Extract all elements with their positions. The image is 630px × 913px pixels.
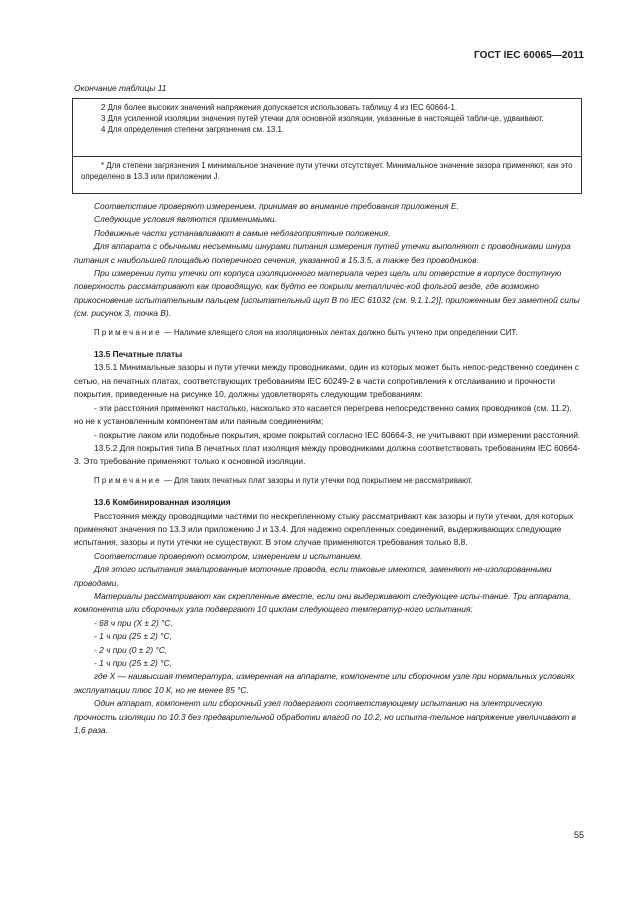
section-heading: 13.5 Печатные платы	[94, 349, 183, 360]
note	[74, 326, 582, 339]
paragraph: Расстояния между проводящими частями по нескрепленному стыку рассматривают как зазоры и пути утечки, для которых применяют значения по 13.3 или приложению J и 13.4. Для надежно скрепленных соединений, выдерживающих следующие испытания, зазоры и пути утечки не существуют. В этом случае применяются требования только 8.8.	[74, 510, 574, 548]
paragraph: Соответствие проверяют осмотром, измерением и испытанием.	[94, 550, 363, 561]
paragraph: 13.5.2 Для покрытия типа В печатных плат изоляция между проводниками должна соответствовать требованиям IEC 60664-3. Это требование применяют только к основной изоляции.	[74, 442, 581, 467]
paragraph: Материалы рассматривают как скрепленные вместе, если они выдерживают следующее испы-тание. Три аппарата, компонента или сборочных узла подвергают 10 циклам следующего температур-ного испытания:	[74, 590, 571, 615]
list-item: - 68 ч при (X ± 2) °C,	[94, 617, 173, 628]
table-note-3: 3 Для усиленной изоляции значения путей утечки для основной изоляции, указанные в настоящей табли-це, удваивают.	[101, 114, 544, 123]
note-label: Примечание	[94, 475, 162, 485]
table-notes-cell	[72, 98, 582, 157]
paragraph: 13.5.1 Минимальные зазоры и пути утечки между проводниками, один из которых может быть непос-редственно соединен с сетью, на печатных платах, соответствующих требованиям IEC 60249-2 в части сопротивления к отслаиванию и прочности покрытия, приведенные на рисунке 10, должны удовлетворять следующим требованиям:	[74, 362, 579, 400]
note-label: Примечание	[94, 327, 162, 337]
paragraph: Следующие условия являются применимыми.	[94, 214, 277, 225]
table-footnote: * Для степени загрязнения 1 минимальное значение пути утечки отсутствует. Минимальное значение зазора применяют, как это определено в 13.3 или приложении J.	[81, 161, 573, 181]
list-item: - 1 ч при (25 ± 2) °C,	[94, 631, 172, 642]
page-number: 55	[573, 830, 584, 840]
paragraph: Для аппарата с обычными несъемными шнурами питания измерения путей утечки выполняют с проводниками шнура питания с наибольшей площадью поперечного сечения, указанной в 15.3.5, а также без проводников.	[74, 241, 571, 265]
document-header: ГОСТ IEC 60065—2011	[473, 50, 584, 61]
paragraph: Подвижные части устанавливают в самые неблагоприятные положения.	[94, 227, 391, 238]
list-item: - 2 ч при (0 ± 2) °C,	[94, 644, 168, 655]
body-text	[74, 200, 582, 737]
paragraph: При измерении пути утечки от корпуса изоляционного материала через щель или отверстие в корпусе доступную поверхность рассматривают как проводящую, как будто ее покрыли металличес-кой фольгой везде, где возможно прикосновение испытательным пальцем [испытательный щуп В по IEC 61032 (см. 9.1.1.2)], приложенным без заметной силы (см. рисунок 3, точка В).	[74, 268, 580, 319]
table-note-4: 4 Для определения степени загрязнения см. 13.1.	[101, 125, 285, 134]
note-text: — Наличие клеящего слоя на изоляционных лентах должно быть учтено при определении СИТ.	[161, 327, 518, 337]
paragraph: где X — наивысшая температура, измеренная на аппарате, компоненте или сборочном узле при нормальных условиях эксплуатации плюс 10 К, но не менее 85 °C.	[74, 671, 575, 695]
note	[74, 474, 582, 487]
note-text: — Для таких печатных плат зазоры и пути утечки под покрытием не рассматривают.	[161, 475, 473, 485]
list-item: - эти расстояния применяют настолько, насколько это касается перегрева непосредственно самих проводников (см. 11.2), но не к установленным компонентам или паяным соединениям;	[74, 402, 572, 427]
section-heading: 13.6 Комбинированная изоляция	[94, 497, 231, 508]
table-note-2: 2 Для более высоких значений напряжения допускается использовать таблицу 4 из IEC 60664-1.	[101, 103, 458, 112]
list-item: - 1 ч при (25 ± 2) °C,	[94, 658, 172, 668]
paragraph: Соответствие проверяют измерением, принимая во внимание требования приложения Е.	[94, 201, 459, 211]
paragraph: Для этого испытания эмалированные моточные провода, если таковые имеются, заменяют не-изолированными проводами.	[74, 564, 552, 588]
list-item: - покрытие лаком или подобные покрытия, кроме покрытий согласно IEC 60664-3, не учитывают при измерении расстояний.	[94, 429, 581, 440]
table-caption: Окончание таблицы 11	[74, 83, 167, 93]
table-footnote-cell	[72, 157, 582, 194]
paragraph: Один аппарат, компонент или сборочный узел подвергают соответствующему испытанию на электрическую прочность изоляции по 10.3 без предварительной обработки влагой по 10.2, но испыта-тельное напряжение увеличивают в 1,6 раза.	[74, 698, 577, 736]
